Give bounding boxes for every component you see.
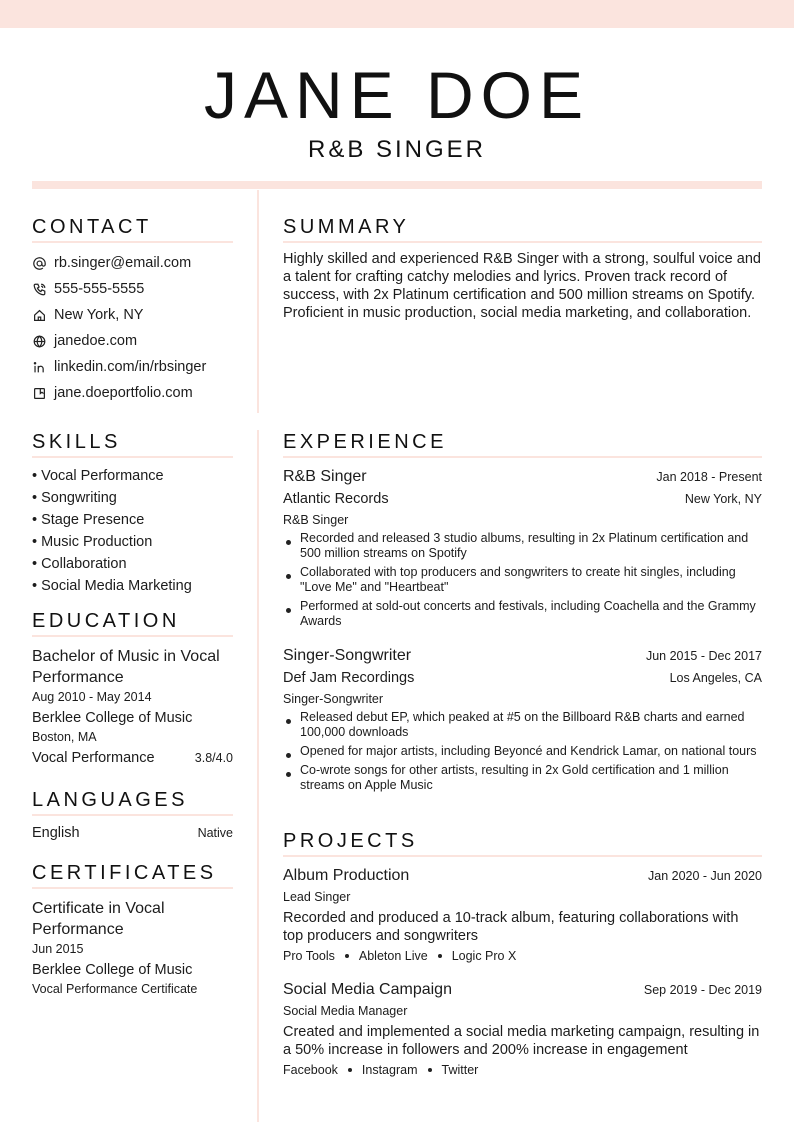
- job-company: Atlantic Records: [283, 491, 389, 507]
- contact-email[interactable]: [32, 250, 233, 276]
- contact-location-text: New York, NY: [54, 307, 144, 323]
- contact-phone-text: 555-555-5555: [54, 281, 145, 297]
- skills-list: [32, 465, 233, 597]
- job-bullets: [283, 710, 762, 793]
- education-degree: Bachelor of Music in Vocal Performance: [32, 648, 220, 686]
- skill-item: • Songwriting: [32, 487, 233, 509]
- project-tags: [283, 1061, 762, 1079]
- column-divider-bottom: [257, 430, 259, 1122]
- education-location: Boston, MA: [32, 730, 97, 744]
- phone-icon: [32, 282, 46, 296]
- summary-heading: SUMMARY: [283, 216, 762, 243]
- contact-phone[interactable]: [32, 276, 233, 302]
- skills-section: [32, 431, 233, 597]
- project-description: Recorded and produced a 10-track album, featuring collaborations with top producers and songwriters: [283, 910, 739, 944]
- certificates-heading: CERTIFICATES: [32, 862, 233, 889]
- tag-separator: [428, 1068, 432, 1072]
- tag-separator: [438, 954, 442, 958]
- education-dates: Aug 2010 - May 2014: [32, 690, 152, 704]
- certificate-date: Jun 2015: [32, 942, 84, 956]
- job-location: New York, NY: [684, 492, 762, 506]
- project-tag: Facebook: [283, 1063, 338, 1077]
- job-entry: [283, 645, 762, 793]
- job-bullet: Collaborated with top producers and songwriters to create hit singles, including "Love Me" and "Heartbeat": [283, 565, 762, 595]
- project-dates: Jan 2020 - Jun 2020: [648, 869, 762, 883]
- project-title: Album Production: [283, 867, 410, 884]
- project-tag: Ableton Live: [358, 949, 428, 963]
- job-bullet: Co-wrote songs for other artists, resulting in 2x Gold certification and 1 million streams on Apple Music: [283, 763, 762, 793]
- project-entry: [283, 979, 762, 1079]
- education-heading: EDUCATION: [32, 610, 233, 637]
- language-name: English: [32, 825, 80, 841]
- project-tag: Logic Pro X: [451, 949, 517, 963]
- contact-portfolio-text: jane.doeportfolio.com: [54, 385, 193, 401]
- project-dates: Sep 2019 - Dec 2019: [643, 983, 762, 997]
- project-description: Created and implemented a social media marketing campaign, resulting in a 50% increase in followers and 200% increase in engagement: [283, 1024, 760, 1058]
- education-major: Vocal Performance: [32, 750, 155, 766]
- column-divider-top: [257, 190, 259, 413]
- job-role: R&B Singer: [283, 513, 349, 527]
- language-row: [32, 825, 233, 841]
- project-tag: Instagram: [361, 1063, 418, 1077]
- project-tag: Twitter: [441, 1063, 479, 1077]
- contact-list: [32, 250, 233, 406]
- languages-section: [32, 789, 233, 841]
- tag-separator: [345, 954, 349, 958]
- job-entry: [283, 466, 762, 629]
- skill-item: • Stage Presence: [32, 509, 233, 531]
- globe-icon: [32, 334, 46, 348]
- linkedin-icon: [32, 360, 46, 374]
- job-dates: Jan 2018 - Present: [656, 470, 762, 484]
- project-role: Social Media Manager: [283, 1004, 408, 1018]
- job-bullet: Performed at sold-out concerts and festivals, including Coachella and the Grammy Awards: [283, 599, 762, 629]
- skill-item: • Social Media Marketing: [32, 575, 233, 597]
- certificates-section: [32, 862, 233, 998]
- job-company: Def Jam Recordings: [283, 670, 415, 686]
- contact-website[interactable]: [32, 328, 233, 354]
- skill-item: • Music Production: [32, 531, 233, 553]
- education-major-row: [32, 750, 233, 766]
- project-title: Social Media Campaign: [283, 981, 452, 998]
- skill-item: • Collaboration: [32, 553, 233, 575]
- job-role: Singer-Songwriter: [283, 692, 384, 706]
- job-bullet: Recorded and released 3 studio albums, resulting in 2x Platinum certification and 500 million streams on Spotify: [283, 531, 762, 561]
- certificate-issuer: Berklee College of Music: [32, 962, 193, 978]
- contact-linkedin-text: linkedin.com/in/rbsinger: [54, 359, 207, 375]
- job-bullet: Opened for major artists, including Beyoncé and Kendrick Lamar, on national tours: [283, 744, 762, 759]
- summary-section: [283, 216, 762, 322]
- project-role: Lead Singer: [283, 890, 351, 904]
- certificate-detail: Vocal Performance Certificate: [32, 982, 198, 996]
- candidate-role: R&B SINGER: [307, 136, 487, 163]
- contact-linkedin[interactable]: [32, 354, 233, 380]
- project-tag: Pro Tools: [283, 949, 335, 963]
- certificate-name: Certificate in Vocal Performance: [32, 900, 165, 938]
- experience-section: [283, 431, 762, 797]
- skill-item: • Vocal Performance: [32, 465, 233, 487]
- job-bullet: Released debut EP, which peaked at #5 on the Billboard R&B charts and earned 100,000 downloads: [283, 710, 762, 740]
- education-school: Berklee College of Music: [32, 710, 193, 726]
- job-location: Los Angeles, CA: [669, 671, 762, 685]
- projects-heading: PROJECTS: [283, 830, 762, 857]
- job-dates: Jun 2015 - Dec 2017: [645, 649, 762, 663]
- home-icon: [32, 308, 46, 322]
- contact-section: [32, 216, 233, 406]
- candidate-name: JANE DOE: [203, 58, 591, 132]
- job-title: R&B Singer: [283, 468, 367, 485]
- portfolio-icon: [32, 386, 46, 400]
- summary-text: Highly skilled and experienced R&B Singer with a strong, soulful voice and a talent for crafting catchy melodies and lyrics. Proven track record of success, with 2x Platinum certification and 500 million streams on Spotify. Proficient in music production, social media marketing, and collaboration.: [283, 251, 761, 321]
- contact-portfolio[interactable]: [32, 380, 233, 406]
- tag-separator: [348, 1068, 352, 1072]
- contact-heading: CONTACT: [32, 216, 233, 243]
- contact-email-text: rb.singer@email.com: [54, 255, 192, 271]
- experience-heading: EXPERIENCE: [283, 431, 762, 458]
- job-title: Singer-Songwriter: [283, 647, 412, 664]
- at-icon: [32, 256, 46, 270]
- education-section: [32, 610, 233, 766]
- language-level: Native: [197, 826, 233, 840]
- languages-heading: LANGUAGES: [32, 789, 233, 816]
- header-divider: [32, 181, 762, 189]
- top-accent-band: [0, 0, 794, 28]
- project-tags: [283, 947, 762, 965]
- contact-website-text: janedoe.com: [54, 333, 138, 349]
- project-entry: [283, 865, 762, 965]
- education-gpa: 3.8/4.0: [194, 751, 233, 765]
- contact-location: [32, 302, 233, 328]
- job-bullets: [283, 531, 762, 629]
- skills-heading: SKILLS: [32, 431, 233, 458]
- projects-section: [283, 830, 762, 1079]
